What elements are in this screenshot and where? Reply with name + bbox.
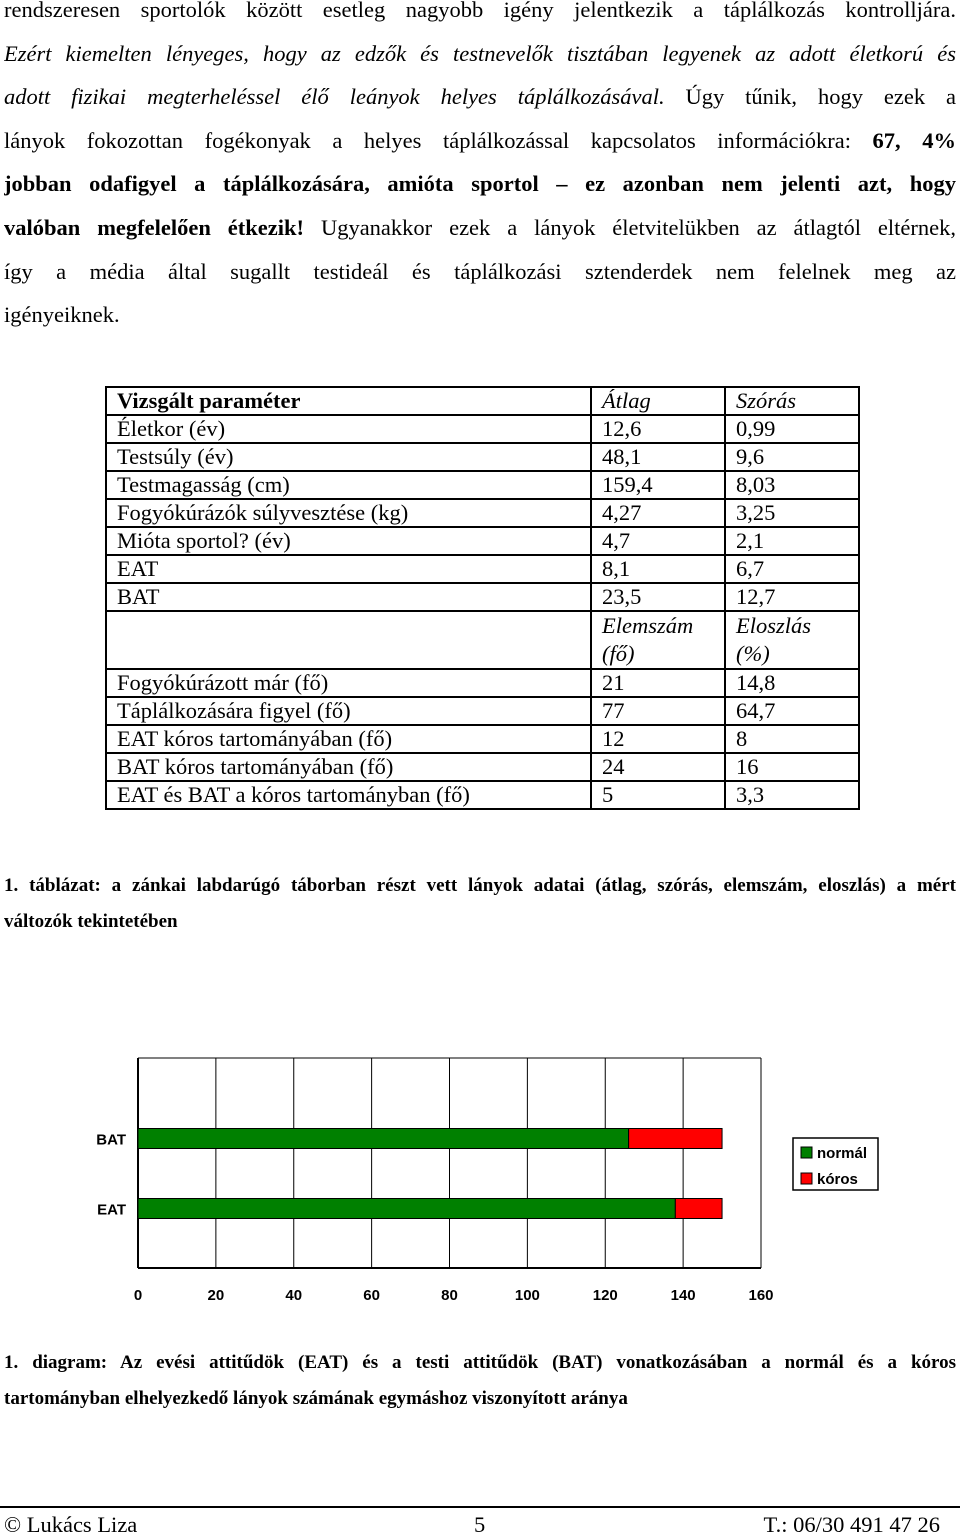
table-cell: Testsúly (év) (106, 443, 591, 471)
table-header-cell: Vizsgált paraméter (106, 387, 591, 415)
table-cell: 8,03 (725, 471, 859, 499)
table-cell: 24 (591, 753, 725, 781)
table-cell: 77 (591, 697, 725, 725)
x-tick-label: 120 (592, 1287, 618, 1304)
x-tick-label: 20 (207, 1287, 225, 1304)
caption-line: változók tekintetében (4, 911, 178, 932)
x-tick-label: 140 (670, 1287, 696, 1304)
table-cell: EAT (106, 555, 591, 583)
table-cell: 2,1 (725, 527, 859, 555)
table-cell: 3,25 (725, 499, 859, 527)
table-row (106, 753, 859, 781)
body-paragraph (4, 0, 956, 337)
table-row (106, 527, 859, 555)
bar-normál-EAT (138, 1199, 675, 1219)
footer-author: © Lukács Liza (4, 1512, 138, 1537)
table-cell: 21 (591, 669, 725, 697)
legend-label: normál (817, 1145, 868, 1162)
table-cell: 48,1 (591, 443, 725, 471)
table-row (106, 555, 859, 583)
table-header-cell: Átlag (591, 387, 725, 415)
table-caption (4, 868, 956, 940)
table-row (106, 471, 859, 499)
paragraph-text: lányok fokozottan fogékonyak a helyes táplálkozással kapcsolatos információkra: (4, 127, 851, 153)
table-header-cell: Szórás (725, 387, 859, 415)
table-row (106, 415, 859, 443)
footer-phone: T.: 06/30 491 47 26 (763, 1512, 940, 1537)
bar-kóros-BAT (629, 1129, 722, 1149)
footer-divider (0, 1506, 960, 1508)
table-cell: EAT kóros tartományában (fő) (106, 725, 591, 753)
table-cell: 6,7 (725, 555, 859, 583)
category-label: EAT (97, 1201, 126, 1219)
paragraph-line: igényeiknek. (4, 302, 120, 328)
data-table (105, 386, 860, 810)
paragraph-line: jobban odafigyel a táplálkozására, amióta sportol – ez azonban nem jelenti azt, hogy (4, 171, 956, 197)
table-cell: BAT kóros tartományában (fő) (106, 753, 591, 781)
table-row (106, 725, 859, 753)
x-tick-label: 40 (285, 1287, 303, 1304)
table-header-cell (106, 611, 591, 669)
x-tick-label: 80 (441, 1287, 458, 1304)
table-cell: 159,4 (591, 471, 725, 499)
table-cell: Mióta sportol? (év) (106, 527, 591, 555)
category-label: BAT (96, 1131, 126, 1149)
paragraph-italic-text: adott fizikai megterheléssel élő leányok helyes táplálkozásával. (4, 84, 665, 110)
table-cell: 4,7 (591, 527, 725, 555)
x-tick-label: 160 (748, 1287, 774, 1304)
paragraph-line: így a média által sugallt testideál és táplálkozási sztenderdek nem felelnek meg az (4, 258, 956, 284)
table-cell: 9,6 (725, 443, 859, 471)
legend-swatch (801, 1173, 812, 1184)
table-header-cell: Elemszám (fő) (591, 611, 725, 669)
table-cell: EAT és BAT a kóros tartományban (fő) (106, 781, 591, 809)
table-cell: 8 (725, 725, 859, 753)
table-row (106, 781, 859, 809)
table-row (106, 443, 859, 471)
paragraph-line (4, 119, 956, 163)
table-cell: 4,27 (591, 499, 725, 527)
table-cell: 8,1 (591, 555, 725, 583)
table-cell: 3,3 (725, 781, 859, 809)
table-cell: Fogyókúrázott már (fő) (106, 669, 591, 697)
table-cell: 0,99 (725, 415, 859, 443)
table-cell: 23,5 (591, 583, 725, 611)
caption-line: 1. diagram: Az evési attitűdök (EAT) és a testi attitűdök (BAT) vonatkozásában a normál és a kóros (4, 1352, 956, 1373)
table-row (106, 499, 859, 527)
table-cell: Testmagasság (cm) (106, 471, 591, 499)
table-cell: Fogyókúrázók súlyvesztése (kg) (106, 499, 591, 527)
x-tick-label: 0 (133, 1287, 143, 1304)
paragraph-line (4, 206, 956, 250)
table-cell: Táplálkozására figyel (fő) (106, 697, 591, 725)
bar-kóros-EAT (675, 1199, 722, 1219)
legend-label: kóros (817, 1171, 858, 1188)
paragraph-text: Ugyanakkor ezek a lányok életvitelükben az átlagtól eltérnek, (304, 214, 956, 240)
table-cell: 16 (725, 753, 859, 781)
paragraph-bold-text: 67, 4% (850, 127, 956, 153)
table-row (106, 669, 859, 697)
legend-swatch (801, 1147, 812, 1158)
table-cell: Életkor (év) (106, 415, 591, 443)
paragraph-line: Ezért kiemelten lényeges, hogy az edzők és testnevelők tisztában legyenek az adott életkorú és (4, 40, 956, 66)
bar-normál-BAT (138, 1129, 629, 1149)
caption-line: 1. táblázat: a zánkai labdarúgó táborban részt vett lányok adatai (átlag, szórás, elemszám, eloszlás) a mért (4, 875, 956, 896)
paragraph-line: rendszeresen sportolók között esetleg nagyobb igény jelentkezik a táplálkozás kontrolljára. (4, 0, 956, 22)
table-header-row (106, 387, 859, 415)
table-cell: 14,8 (725, 669, 859, 697)
table-header-cell: Eloszlás (%) (725, 611, 859, 669)
chart-caption (4, 1345, 956, 1417)
table-cell: BAT (106, 583, 591, 611)
table-cell: 64,7 (725, 697, 859, 725)
table-cell: 12 (591, 725, 725, 753)
caption-line: tartományban elhelyezkedő lányok számának egymáshoz viszonyított aránya (4, 1388, 628, 1409)
table-row (106, 583, 859, 611)
x-tick-label: 100 (514, 1287, 540, 1304)
table-subheader-row (106, 611, 859, 669)
x-tick-label: 60 (363, 1287, 380, 1304)
table-cell: 12,6 (591, 415, 725, 443)
table-row (106, 697, 859, 725)
table-cell: 12,7 (725, 583, 859, 611)
footer-page-number: 5 (474, 1512, 486, 1537)
table-cell: 5 (591, 781, 725, 809)
paragraph-text: Úgy tűnik, hogy ezek a (664, 84, 956, 110)
bar-chart (80, 1040, 900, 1330)
paragraph-bold-text: valóban megfelelően étkezik! (4, 214, 305, 240)
paragraph-line (4, 75, 956, 119)
